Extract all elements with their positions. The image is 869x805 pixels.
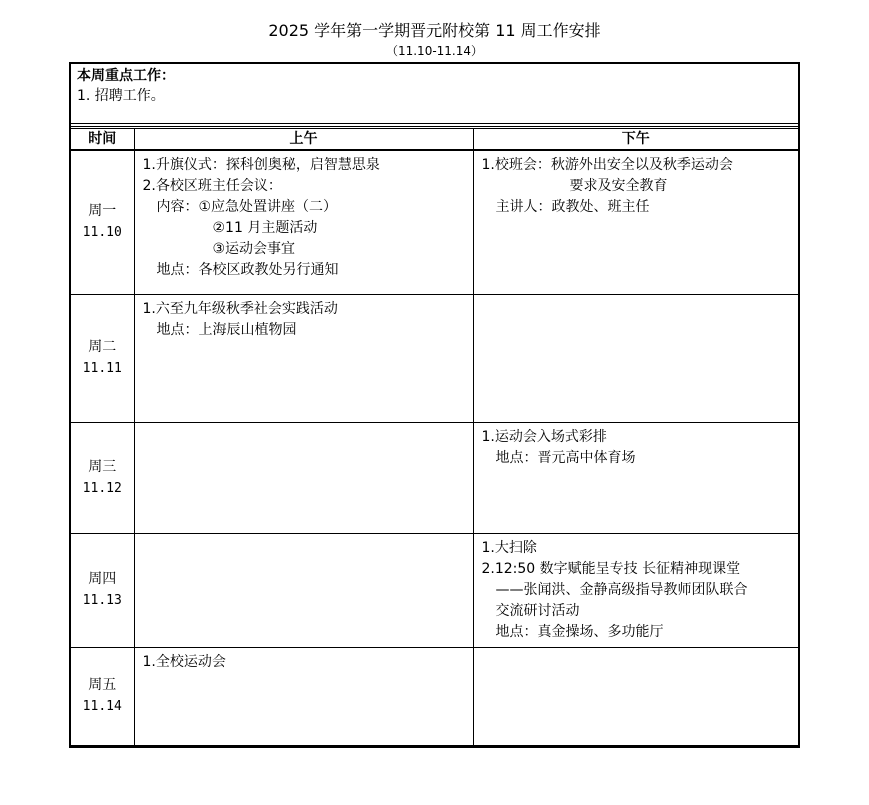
agenda-line: 要求及安全教育 — [569, 178, 668, 194]
day-label: 周一 — [88, 203, 117, 220]
weekly-focus-section — [71, 64, 798, 124]
day-label: 周四 — [88, 571, 117, 587]
afternoon-cell — [473, 150, 798, 294]
morning-cell — [134, 647, 473, 745]
agenda-line: 内容：①应急处置讲座（二） — [156, 199, 338, 215]
schedule-document — [69, 62, 800, 748]
column-header-afternoon: 下午 — [473, 129, 798, 151]
day-label: 周二 — [88, 339, 117, 355]
agenda-line: 1.全校运动会 — [142, 653, 226, 670]
table-row — [71, 647, 798, 745]
column-header-time: 时间 — [71, 129, 134, 151]
agenda-line: 主讲人：政教处、班主任 — [495, 199, 650, 215]
table-header-row — [71, 129, 798, 151]
afternoon-cell — [473, 647, 798, 745]
day-cell — [71, 422, 134, 533]
afternoon-cell — [473, 294, 798, 422]
day-label: 周三 — [88, 458, 117, 475]
agenda-line: 地点：各校区政教处另行通知 — [156, 262, 339, 278]
table-row — [71, 150, 798, 294]
afternoon-cell — [473, 533, 798, 647]
day-date: 11.10 — [82, 225, 122, 241]
day-date: 11.12 — [82, 480, 122, 496]
day-cell — [71, 533, 134, 647]
schedule-table — [71, 128, 798, 746]
agenda-line: 交流研讨活动 — [495, 602, 580, 619]
agenda-line: ②11 月主题活动 — [212, 220, 318, 236]
weekly-focus-item: 1. 招聘工作。 — [77, 88, 165, 104]
afternoon-cell — [473, 422, 798, 533]
table-row — [71, 533, 798, 647]
agenda-line: 地点：上海辰山植物园 — [156, 321, 297, 338]
column-header-morning: 上午 — [134, 129, 473, 151]
agenda-line: 1.升旗仪式：探科创奥秘，启智慧思泉 — [142, 157, 380, 173]
agenda-line: 2.12:50 数字赋能呈专技 长征精神现课堂 — [481, 560, 741, 577]
day-cell — [71, 294, 134, 422]
agenda-line: 1.大扫除 — [481, 539, 537, 556]
agenda-line: 地点：真金操场、多功能厅 — [495, 623, 664, 640]
agenda-line: 2.各校区班主任会议： — [142, 178, 282, 194]
agenda-line: 1.运动会入场式彩排 — [481, 428, 607, 445]
agenda-line: 1.校班会：秋游外出安全以及秋季运动会 — [481, 157, 733, 173]
agenda-line: 1.六至九年级秋季社会实践活动 — [142, 300, 338, 317]
day-date: 11.11 — [82, 361, 122, 376]
agenda-line: ——张闻洪、金静高级指导教师团队联合 — [495, 581, 748, 598]
day-cell — [71, 647, 134, 745]
day-date: 11.14 — [82, 699, 122, 714]
day-label: 周五 — [88, 677, 117, 693]
section-divider — [71, 126, 798, 127]
table-row — [71, 294, 798, 422]
agenda-line: ③运动会事宜 — [212, 241, 296, 257]
morning-cell — [134, 294, 473, 422]
day-date: 11.13 — [82, 593, 122, 608]
morning-cell — [134, 533, 473, 647]
day-cell — [71, 150, 134, 294]
morning-cell — [134, 150, 473, 294]
table-row — [71, 422, 798, 533]
page-subtitle: （11.10-11.14） — [385, 44, 484, 58]
agenda-line: 地点：晋元高中体育场 — [495, 449, 636, 466]
weekly-focus-title: 本周重点工作： — [77, 68, 175, 84]
morning-cell — [134, 422, 473, 533]
page-title: 2025 学年第一学期晋元附校第 11 周工作安排 — [268, 21, 601, 40]
